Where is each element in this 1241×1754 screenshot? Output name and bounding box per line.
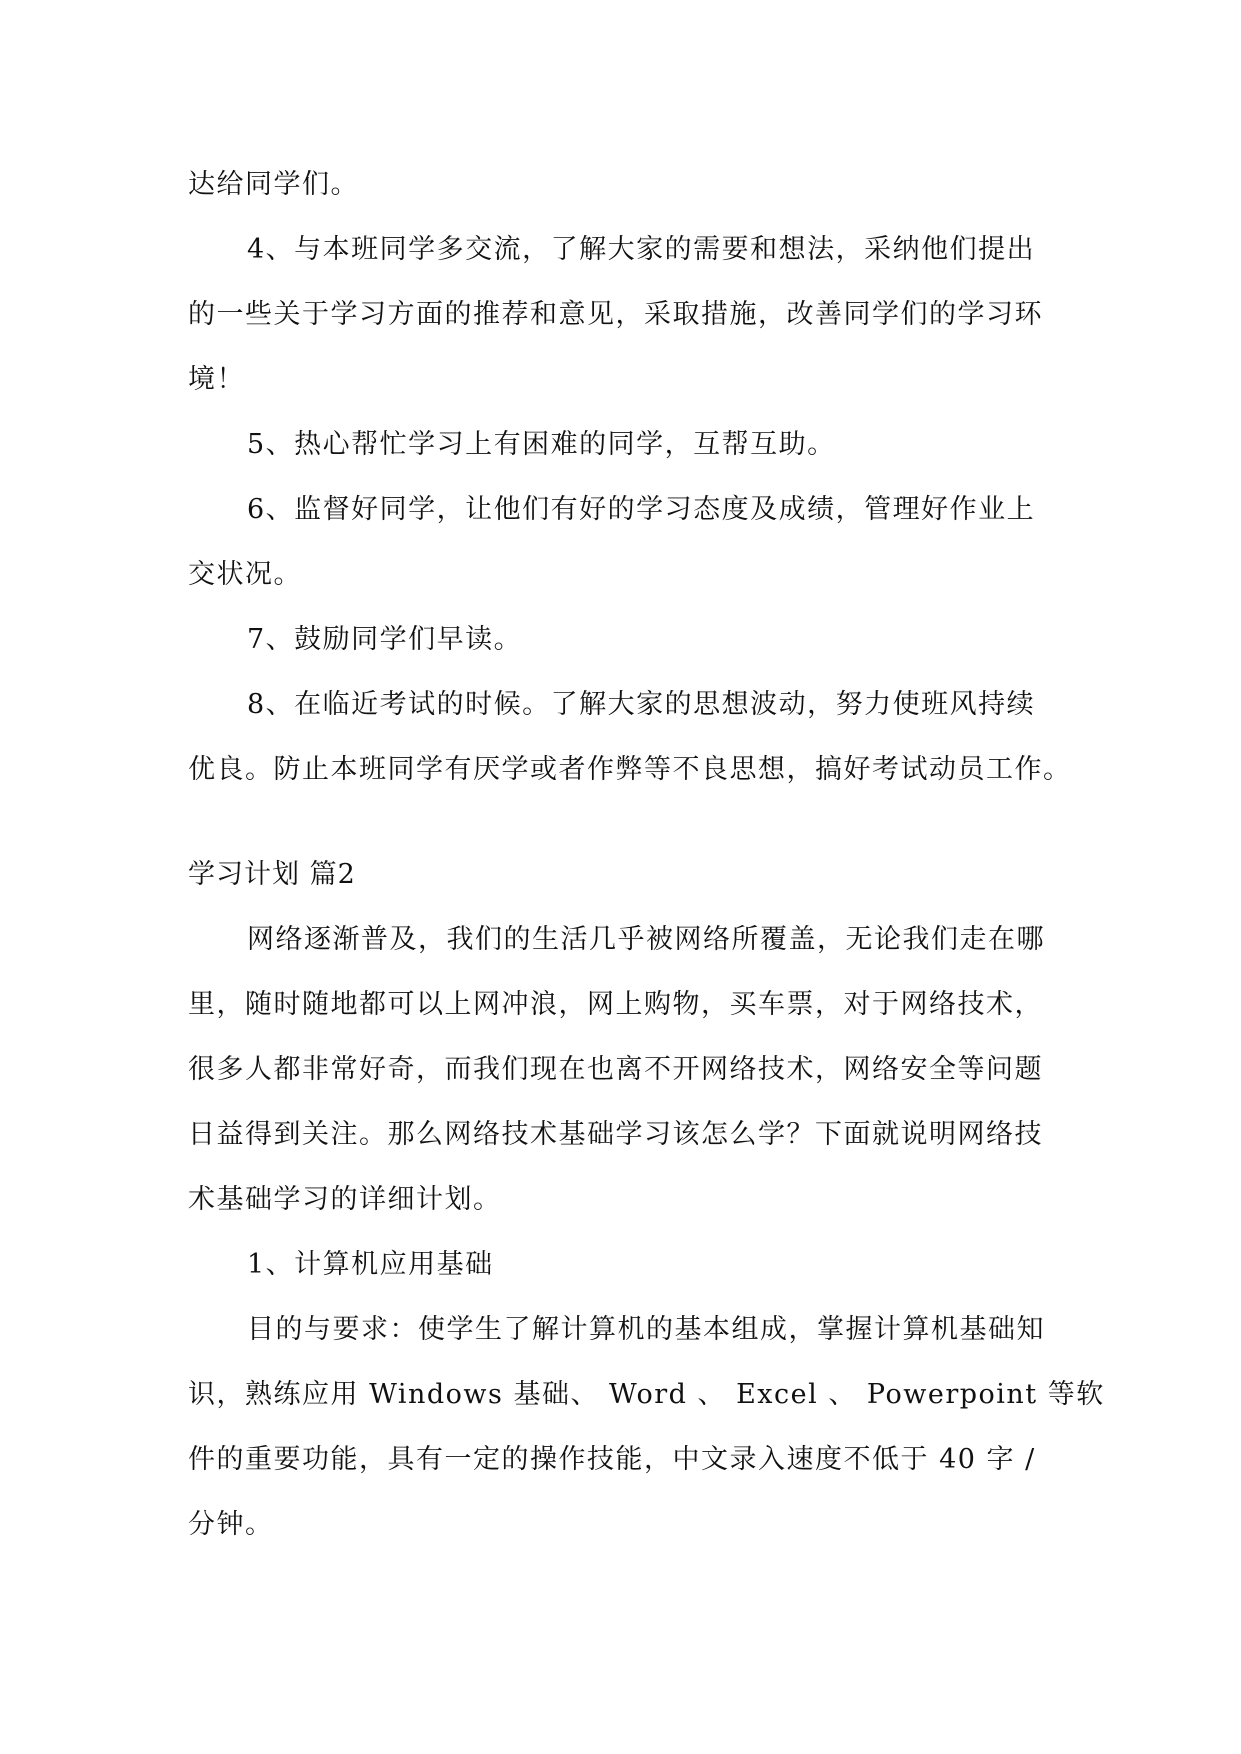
paragraph-line: 达给同学们。	[188, 169, 359, 200]
list-item-heading: 1、计算机应用基础	[247, 1249, 494, 1280]
paragraph-line: 识，熟练应用 Windows 基础、 Word 、 Excel 、 Powerpoint 等软	[188, 1379, 1105, 1410]
paragraph-line: 5、热心帮忙学习上有困难的同学，互帮互助。	[247, 429, 836, 460]
section-spacer	[188, 802, 1054, 842]
paragraph-line: 很多人都非常好奇，而我们现在也离不开网络技术，网络安全等问题	[188, 1054, 1043, 1085]
paragraph-line: 网络逐渐普及，我们的生活几乎被网络所覆盖，无论我们走在哪	[247, 924, 1045, 955]
paragraph-line: 分钟。	[188, 1509, 274, 1540]
paragraph-line: 日益得到关注。那么网络技术基础学习该怎么学？下面就说明网络技	[188, 1119, 1043, 1150]
paragraph-line: 境！	[188, 364, 245, 395]
paragraph-line: 件的重要功能，具有一定的操作技能，中文录入速度不低于 40 字 /	[188, 1444, 1036, 1475]
paragraph-line: 交状况。	[188, 559, 302, 590]
paragraph-line: 7、鼓励同学们早读。	[247, 624, 523, 655]
paragraph-line: 目的与要求：使学生了解计算机的基本组成，掌握计算机基础知	[247, 1314, 1045, 1345]
paragraph-line: 术基础学习的详细计划。	[188, 1184, 502, 1215]
paragraph-line: 6、监督好同学，让他们有好的学习态度及成绩，管理好作业上	[247, 494, 1036, 525]
section-heading: 学习计划 篇2	[188, 859, 356, 890]
document-page	[188, 152, 1105, 1557]
paragraph-line: 里，随时随地都可以上网冲浪，网上购物，买车票，对于网络技术，	[188, 989, 1043, 1020]
paragraph-line: 优良。防止本班同学有厌学或者作弊等不良思想，搞好考试动员工作。	[188, 754, 1072, 785]
paragraph-line: 8、在临近考试的时候。了解大家的思想波动，努力使班风持续	[247, 689, 1036, 720]
paragraph-line: 的一些关于学习方面的推荐和意见，采取措施，改善同学们的学习环	[188, 299, 1043, 330]
paragraph-line: 4、与本班同学多交流，了解大家的需要和想法，采纳他们提出	[247, 234, 1036, 265]
